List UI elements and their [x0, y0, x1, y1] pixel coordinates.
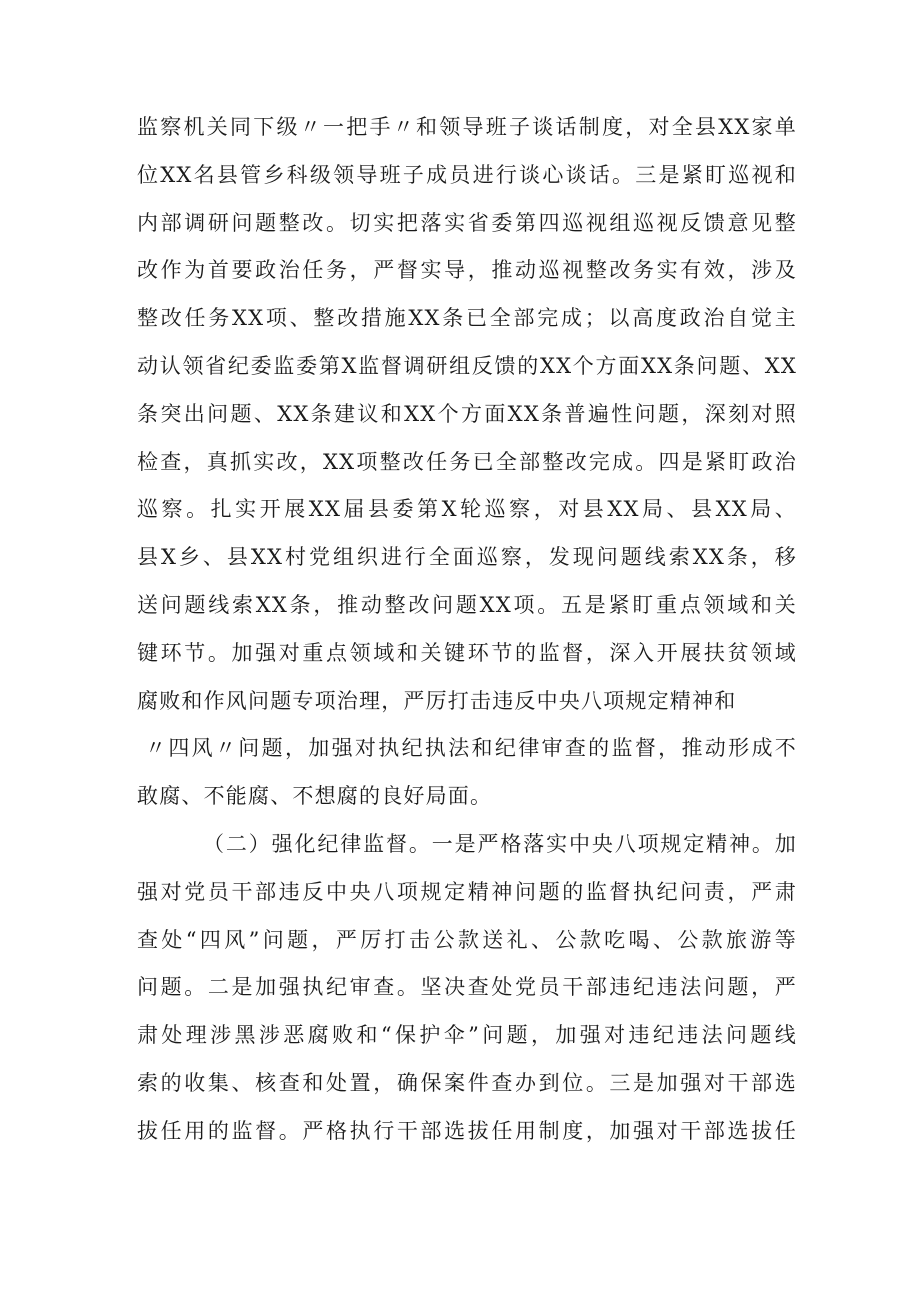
- text-line: 查处“四风”问题，严厉打击公款送礼、公款吃喝、公款旅游等: [137, 927, 797, 952]
- text-line: 县X乡、县XX村党组织进行全面巡察，发现问题线索XX条，移: [137, 545, 797, 570]
- text-line: 索的收集、核查和处置，确保案件查办到位。三是加强对干部选: [137, 1070, 797, 1095]
- text-line: 位XX名县管乡科级领导班子成员进行谈心谈话。三是紧盯巡视和: [137, 162, 797, 187]
- text-line: 腐败和作风问题专项治理，严厉打击违反中央八项规定精神和: [137, 688, 737, 713]
- text-line: 键环节。加强对重点领域和关键环节的监督，深入开展扶贫领域: [137, 640, 797, 665]
- text-line: 拔任用的监督。严格执行干部选拔任用制度，加强对干部选拔任: [137, 1118, 797, 1143]
- text-line: 巡察。扎实开展XX届县委第X轮巡察，对县XX局、县XX局、: [137, 497, 797, 522]
- text-line: 改作为首要政治任务，严督实导，推动巡视整改务实有效，涉及: [137, 258, 797, 283]
- text-line: 条突出问题、XX条建议和XX个方面XX条普遍性问题，深刻对照: [137, 401, 797, 426]
- text-line: 检查，真抓实改，XX项整改任务已全部整改完成。四是紧盯政治: [137, 449, 797, 474]
- text-line: 送问题线索XX条，推动整改问题XX项。五是紧盯重点领域和关: [137, 592, 797, 617]
- text-line: 问题。二是加强执纪审查。坚决查处党员干部违纪违法问题，严: [137, 975, 797, 1000]
- text-line: 强对党员干部违反中央八项规定精神问题的监督执纪问责，严肃: [137, 879, 797, 904]
- text-line: 整改任务XX项、整改措施XX条已全部完成；以高度政治自觉主: [137, 306, 797, 331]
- text-line: 〃四风〃问题，加强对执纪执法和纪律审查的监督，推动形成不: [145, 736, 797, 761]
- text-line: 内部调研问题整改。切实把落实省委第四巡视组巡视反馈意见整: [137, 210, 797, 235]
- text-line: 肃处理涉黑涉恶腐败和“保护伞”问题，加强对违纪违法问题线: [137, 1023, 797, 1048]
- text-line: 监察机关同下级〃一把手〃和领导班子谈话制度，对全县XX家单: [137, 115, 797, 139]
- body-text: [137, 104, 797, 1156]
- text-line: 敢腐、不能腐、不想腐的良好局面。: [137, 784, 493, 809]
- section-heading-line: （二）强化纪律监督。一是严格落实中央八项规定精神。加: [203, 831, 797, 856]
- text-line: 动认领省纪委监委第X监督调研组反馈的XX个方面XX条问题、XX: [137, 353, 797, 378]
